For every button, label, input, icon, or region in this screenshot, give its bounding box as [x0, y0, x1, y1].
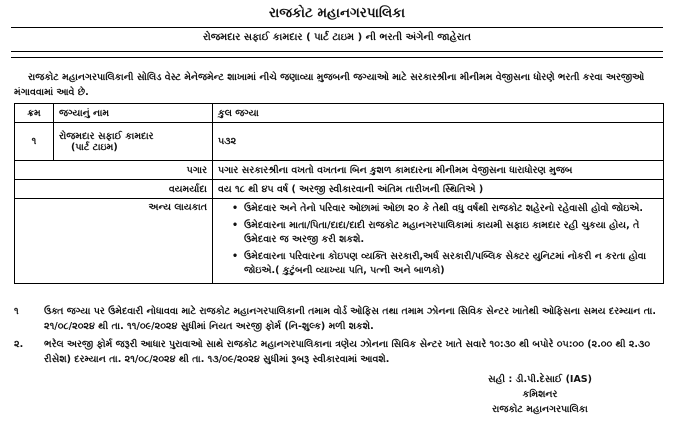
row-post: [54, 123, 213, 161]
divider: [11, 51, 663, 52]
note-text: ભરેલ અરજી ફોર્મ જરૂરી આધાર પુરાવાઓ સાથે રાજકોટ મહાનગરપાલિકાના ત્રણેય ઝોનના સિવિક સેન્ટર ખાતે સવારે ૧૦:૩૦ થી બપોરે ૦૫:૦૦ (૨.૦૦ થી ૨.૩૦ રીસેશ) દરમ્યાન તા. ૨૧/૦૮/૨૦૨૪ થી તા. ૧૩/૦૯/૨૦૨૪ સુધીમાં રૂબરૂ સ્વીકારવામાં આવશે.: [44, 339, 651, 365]
notice-subtitle: રોજમદાર સફાઈ કામદાર ( પાર્ટ ટાઇમ ) ની ભરતી અંગેની જાહેરાત: [203, 32, 471, 43]
age-row: [15, 180, 664, 199]
divider: [11, 57, 663, 58]
note-number: ૨.: [14, 339, 24, 350]
table-header-row: [15, 104, 664, 123]
signatory-name: સહી : ડી.પી.દેસાઈ (IAS): [487, 374, 592, 385]
age-label: વયમર્યાદા: [15, 180, 213, 199]
org-title: રાજકોટ મહાનગરપાલિકા: [268, 5, 405, 21]
note-text: ઉક્ત જગ્યા પર ઉમેદવારી નોધાવવા માટે રાજકોટ મહાનગરપાલિકાની તમામ વોર્ડ ઓફિસ તથા તમામ ઝોનના સિવિક સેન્ટર ખાતેથી ઓફિસના સમય દરમ્યાન તા. ૨૧/૦૮/૨૦૨૪ થી તા. ૧૧/૦૯/૨૦૨૪ સુધીમાં નિયત અરજી ફોર્મ (નિ-શુલ્ક) મળી શકશે.: [44, 306, 656, 332]
intro-paragraph: રાજકોટ મહાનગરપાલિકાની સોલિડ વેસ્ટ મેનેજમેન્ટ શાખામાં નીચે જણાવ્યા મુજબની જગ્યાઓ માટે સરકારશ્રીના મીનીમમ વેજીસના ધોરણે ભરતી કરવા અરજીઓ મંગાવવામાં આવે છે.: [14, 72, 645, 98]
row-count: ૫૩૨: [213, 123, 664, 161]
qualification-row: [15, 199, 664, 284]
list-item: • ઉમેદવારના માતા/પિતા/દાદા/દાદી રાજકોટ મહાનગરપાલિકામાં કાયમી સફાઇ કામદાર રહી ચુકયા હોય, તે ઉમેદવાર જ અરજી કરી શકશે.: [244, 219, 658, 248]
col-header-no: ક્રમ: [15, 104, 54, 123]
col-header-post: જગ્યાનું નામ: [54, 104, 213, 123]
list-item: • ઉમેદવાર અને તેનો પરિવાર ઓછામાં ઓછા ૨૦ કે તેથી વધુ વર્ષથી રાજકોટ શહેરનો રહેવાસી હોવો જોઇએ.: [244, 202, 658, 217]
note-item: [14, 304, 664, 334]
age-value: વય ૧૮ થી ૪૫ વર્ષ ( અરજી સ્વીકારવાની અંતિમ તારીખની સ્થિતિએ ): [213, 180, 664, 199]
signatory-org: રાજકોટ મહાનગરપાલિકા: [492, 404, 588, 415]
qualification-list: [213, 199, 664, 284]
salary-label: પગાર: [15, 161, 213, 180]
row-post-line1: રોજમદાર સફાઈ કામદાર: [59, 130, 154, 142]
recruitment-table: [14, 103, 664, 284]
notes-section: [14, 304, 664, 370]
qualification-label: અન્ય લાયકાત: [15, 199, 213, 284]
divider: [11, 27, 663, 28]
signature-block: [488, 372, 592, 417]
row-no: ૧: [15, 123, 54, 161]
col-header-count: કુલ જગ્યા: [213, 104, 664, 123]
salary-value: પગાર સરકારશ્રીના વખતો વખતના બિન કુશળ કામદારના મીનીમમ વેજીસના ધારાધોરણ મુજબ: [213, 161, 664, 180]
note-number: ૧: [14, 306, 19, 317]
list-item: • ઉમેદવારના પરિવારના કોઇપણ વ્યક્તિ સરકારી,અર્ધ સરકારી/પબ્લિક સેક્ટર યુનિટમાં નોકરી ન કરતા હોવા જોઇએ.( કુટુંબની વ્યાખ્યા પતિ, પત્ની અને બાળકો): [244, 250, 658, 279]
signatory-title: કમિશનર: [522, 389, 558, 400]
note-item: [14, 337, 664, 367]
salary-row: [15, 161, 664, 180]
table-row: [15, 123, 664, 161]
row-post-line2: (પાર્ટ ટાઇમ): [71, 141, 118, 153]
